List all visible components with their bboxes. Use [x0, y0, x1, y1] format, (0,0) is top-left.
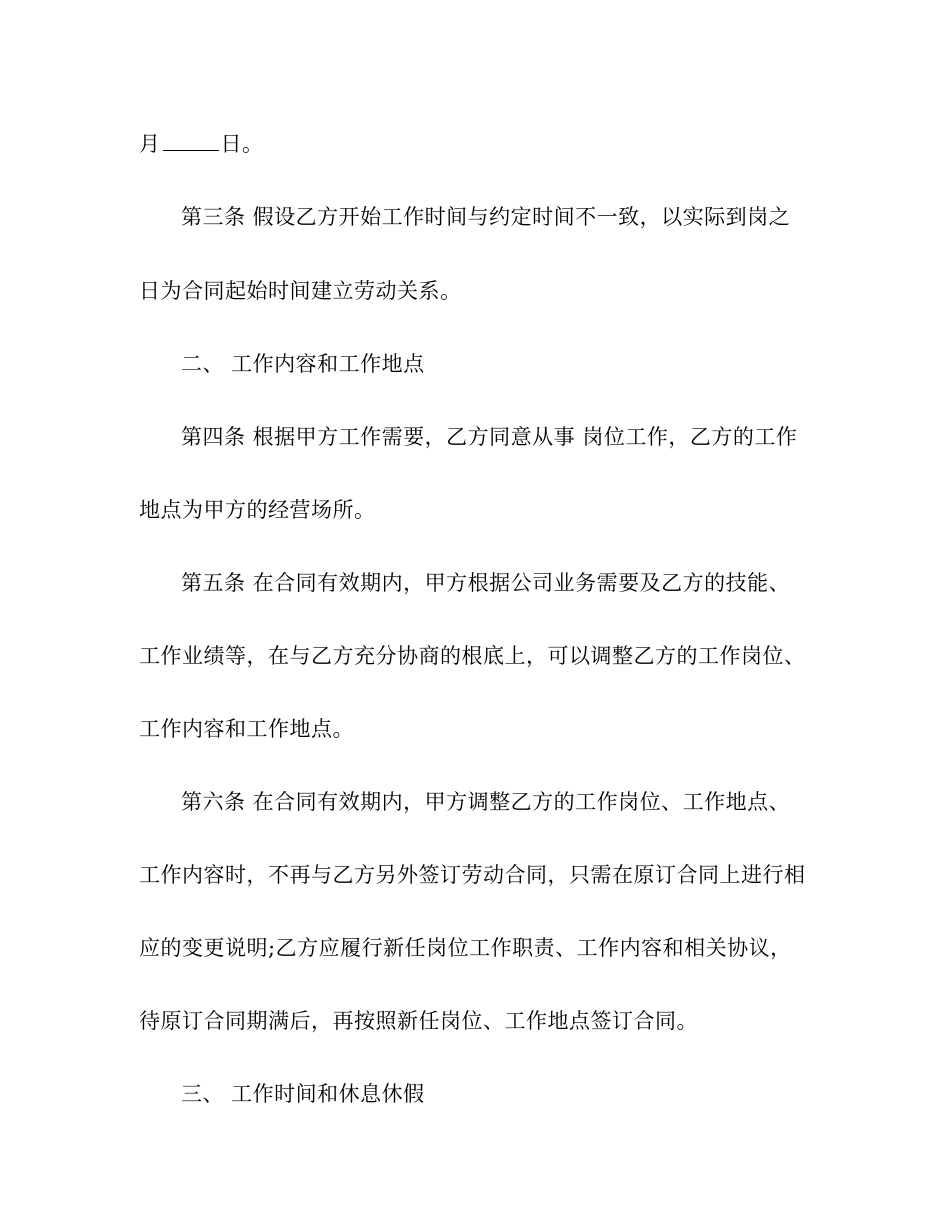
article-6-line-3: 应的变更说明;乙方应履行新任岗位工作职责、工作内容和相关协议，	[139, 936, 792, 960]
article-3-line-1: 第三条 假设乙方开始工作时间与约定时间不一致，以实际到岗之	[181, 205, 791, 229]
article-4-line-1: 第四条 根据甲方工作需要，乙方同意从事 岗位工作，乙方的工作	[181, 425, 798, 449]
section-3-heading: 三、 工作时间和休息休假	[181, 1082, 425, 1106]
day-text: 日。	[220, 132, 264, 156]
article-6-line-1: 第六条 在合同有效期内，甲方调整乙方的工作岗位、工作地点、	[181, 790, 791, 814]
article-3-line-2: 日为合同起始时间建立劳动关系。	[139, 279, 462, 303]
month-text: 月	[139, 132, 161, 156]
article-4-line-2: 地点为甲方的经营场所。	[139, 498, 376, 522]
article-5-line-1: 第五条 在合同有效期内，甲方根据公司业务需要及乙方的技能、	[181, 571, 791, 595]
article-6-line-4: 待原订合同期满后，再按照新任岗位、工作地点签订合同。	[139, 1009, 698, 1033]
article-5-line-2: 工作业绩等，在与乙方充分协商的根底上，可以调整乙方的工作岗位、	[139, 644, 806, 668]
article-6-line-2: 工作内容时，不再与乙方另外签订劳动合同，只需在原订合同上进行相	[139, 863, 806, 887]
section-2-heading: 二、 工作内容和工作地点	[181, 352, 425, 376]
day-blank-underline	[163, 132, 219, 151]
date-line	[139, 130, 264, 158]
article-5-line-3: 工作内容和工作地点。	[139, 717, 354, 741]
